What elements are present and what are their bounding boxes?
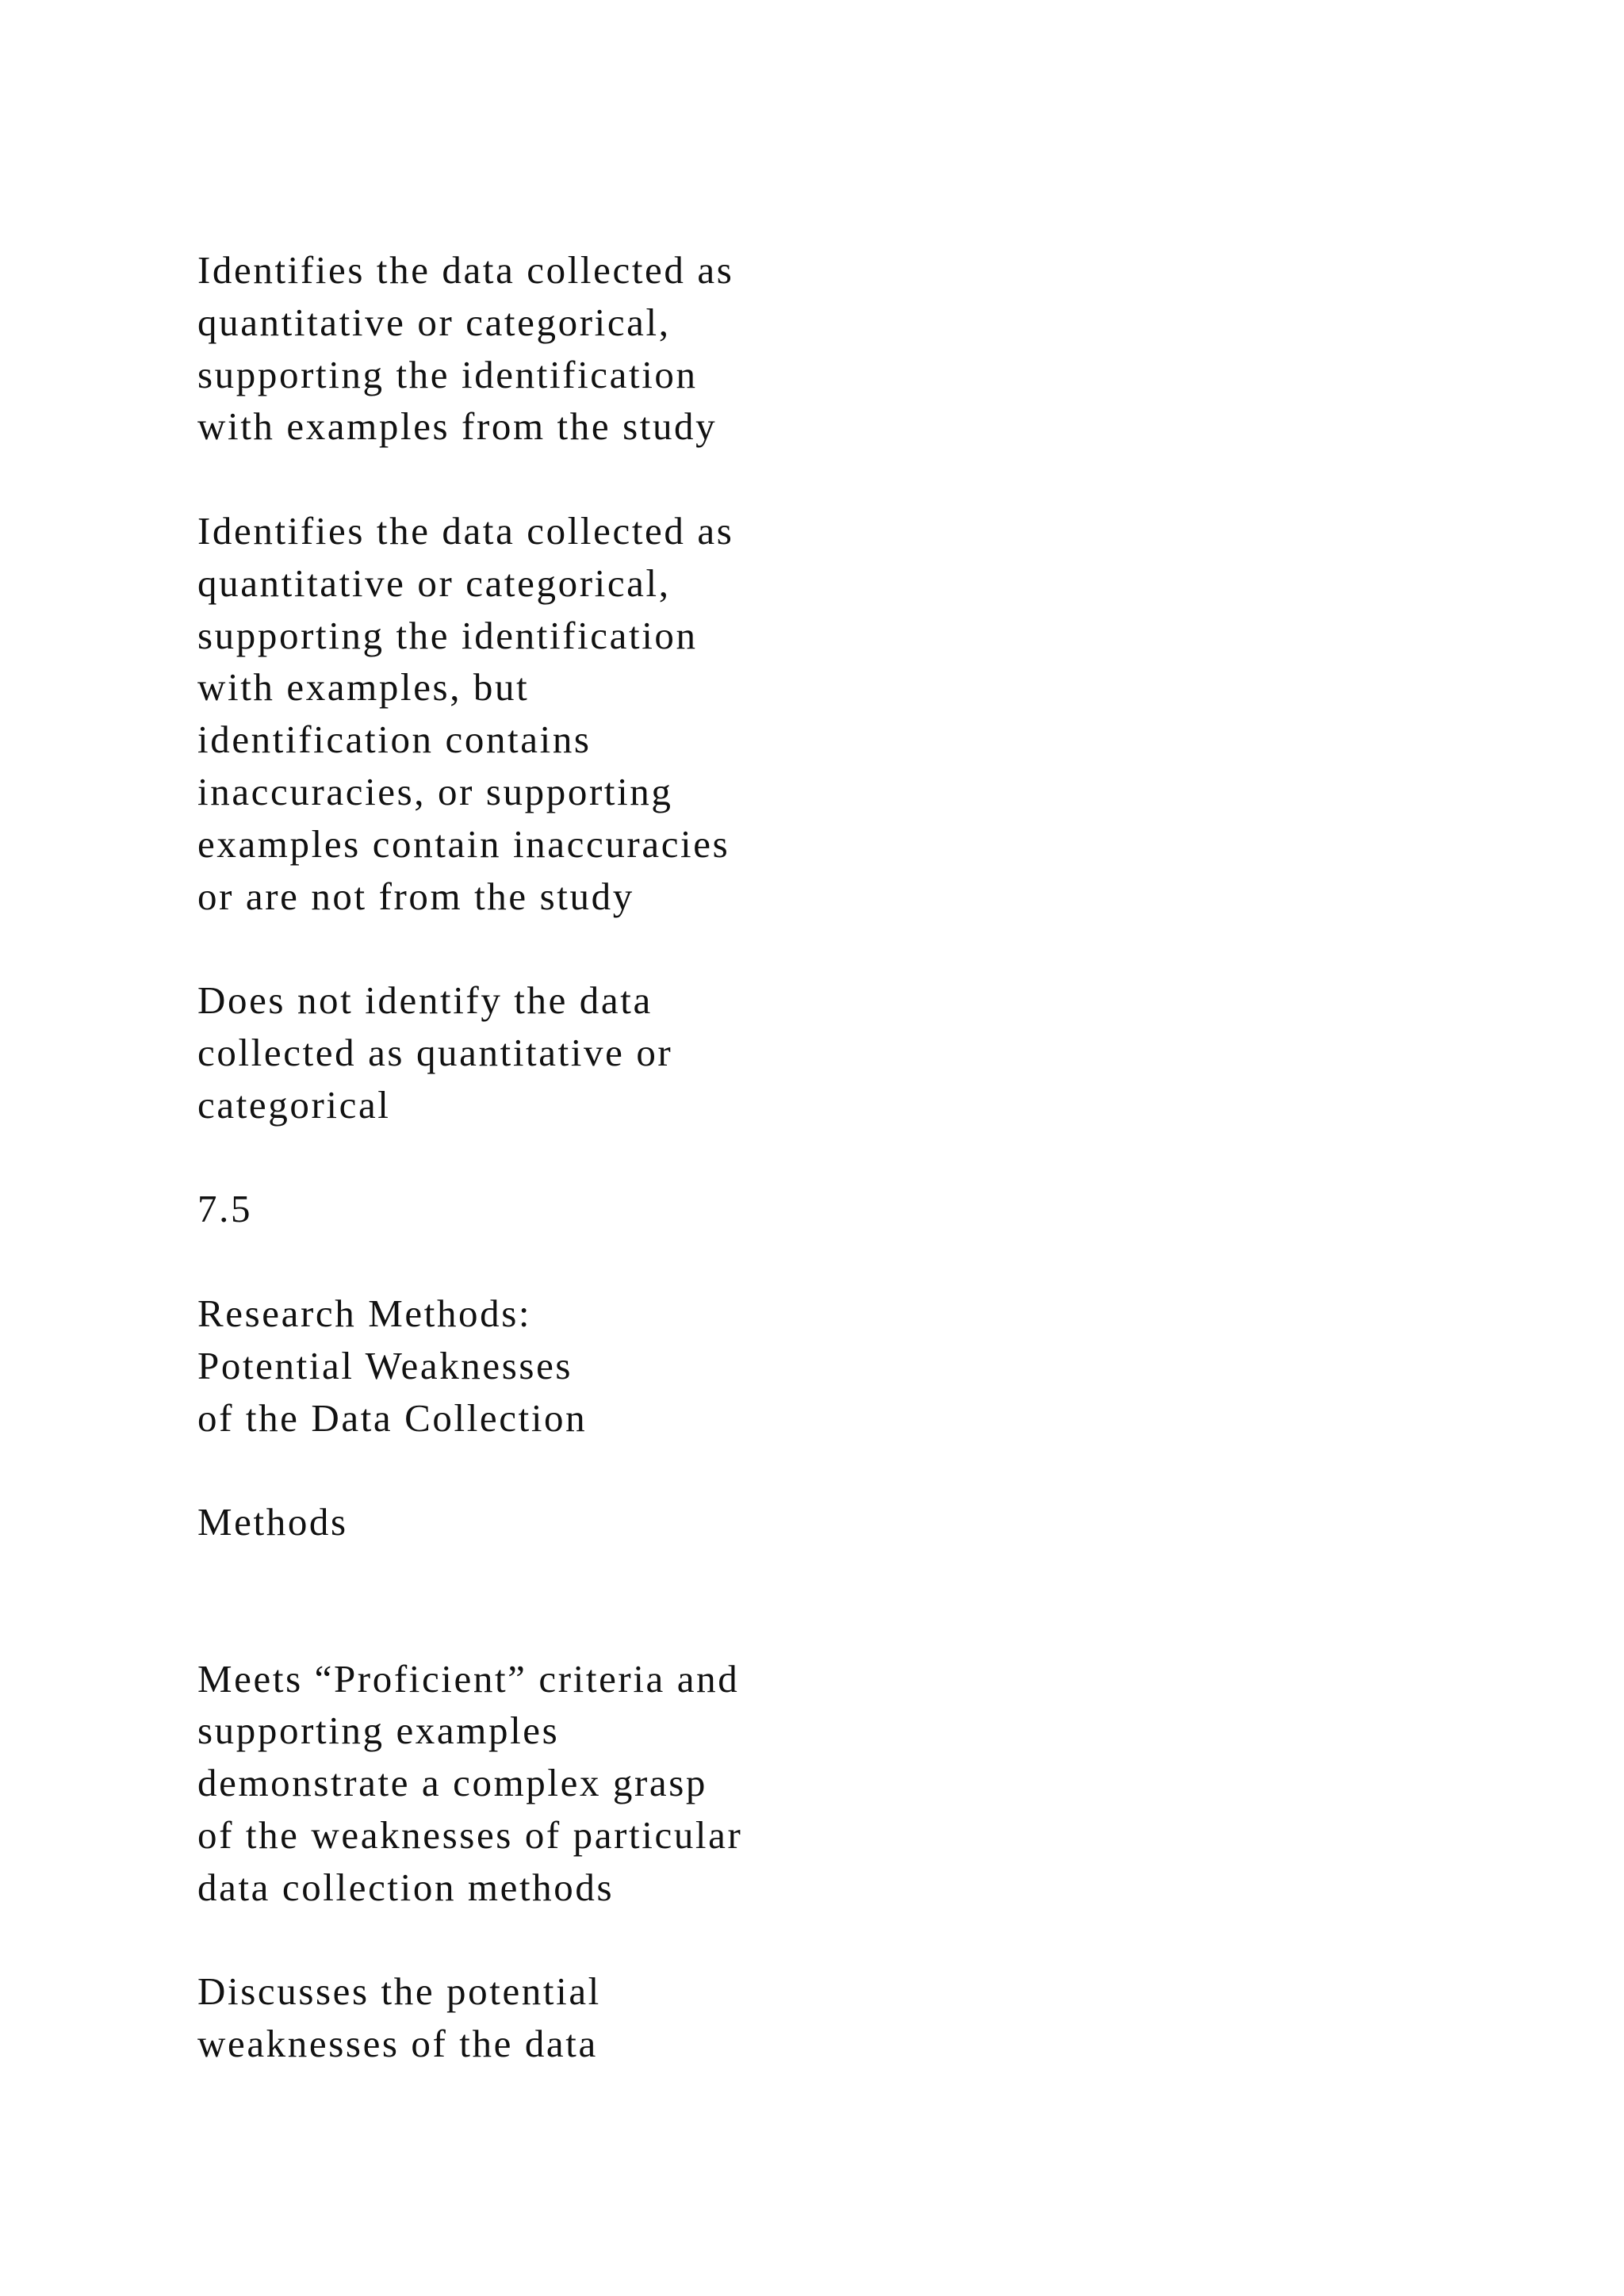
document-text bbox=[197, 244, 1387, 2070]
text-line: supporting the identification bbox=[197, 613, 698, 657]
text-line: of the weaknesses of particular bbox=[197, 1812, 743, 1857]
text-line: Research Methods: bbox=[197, 1291, 532, 1335]
paragraph-gap bbox=[197, 1444, 1387, 1496]
paragraph-gap bbox=[197, 1235, 1387, 1288]
text-line: supporting the identification bbox=[197, 352, 698, 396]
text-line: Discusses the potential bbox=[197, 1969, 601, 2014]
text-line: quantitative or categorical, bbox=[197, 561, 671, 605]
points-value: 7.5 bbox=[197, 1187, 253, 1231]
text-line: inaccuracies, or supporting bbox=[197, 769, 673, 813]
needs-improvement-descriptor-1 bbox=[197, 974, 1387, 1131]
text-line: Potential Weaknesses bbox=[197, 1343, 573, 1387]
text-line: Does not identify the data bbox=[197, 978, 653, 1023]
proficient-descriptor-2 bbox=[197, 1965, 1387, 2070]
text-line: Identifies the data collected as bbox=[197, 508, 734, 553]
paragraph-gap bbox=[197, 922, 1387, 974]
text-line: Meets “Proficient” criteria and bbox=[197, 1656, 740, 1701]
text-line: of the Data Collection bbox=[197, 1395, 588, 1440]
paragraph-gap bbox=[197, 453, 1387, 505]
paragraph-gap bbox=[197, 1601, 1387, 1653]
text-line: data collection methods bbox=[197, 1865, 615, 1909]
paragraph-gap bbox=[197, 1548, 1387, 1601]
proficient-descriptor-1 bbox=[197, 505, 1387, 922]
text-line: or are not from the study bbox=[197, 874, 634, 918]
text-line: Identifies the data collected as bbox=[197, 248, 734, 292]
text-line: supporting examples bbox=[197, 1709, 560, 1753]
text-line: collected as quantitative or bbox=[197, 1030, 673, 1074]
text-line: weaknesses of the data bbox=[197, 2022, 598, 2066]
text-line: identification contains bbox=[197, 718, 592, 762]
text-line: with examples from the study bbox=[197, 404, 718, 449]
text-line: examples contain inaccuracies bbox=[197, 821, 730, 866]
paragraph-gap bbox=[197, 1131, 1387, 1184]
paragraph-gap bbox=[197, 1914, 1387, 1966]
text-line: quantitative or categorical, bbox=[197, 300, 671, 344]
criterion-heading bbox=[197, 1288, 1387, 1444]
text-line: with examples, but bbox=[197, 665, 530, 710]
text-line: demonstrate a complex grasp bbox=[197, 1761, 708, 1805]
exemplary-descriptor-1 bbox=[197, 244, 1387, 453]
text-line: categorical bbox=[197, 1082, 391, 1127]
criterion-heading-continued: Methods bbox=[197, 1500, 348, 1544]
exemplary-descriptor-2 bbox=[197, 1653, 1387, 1914]
